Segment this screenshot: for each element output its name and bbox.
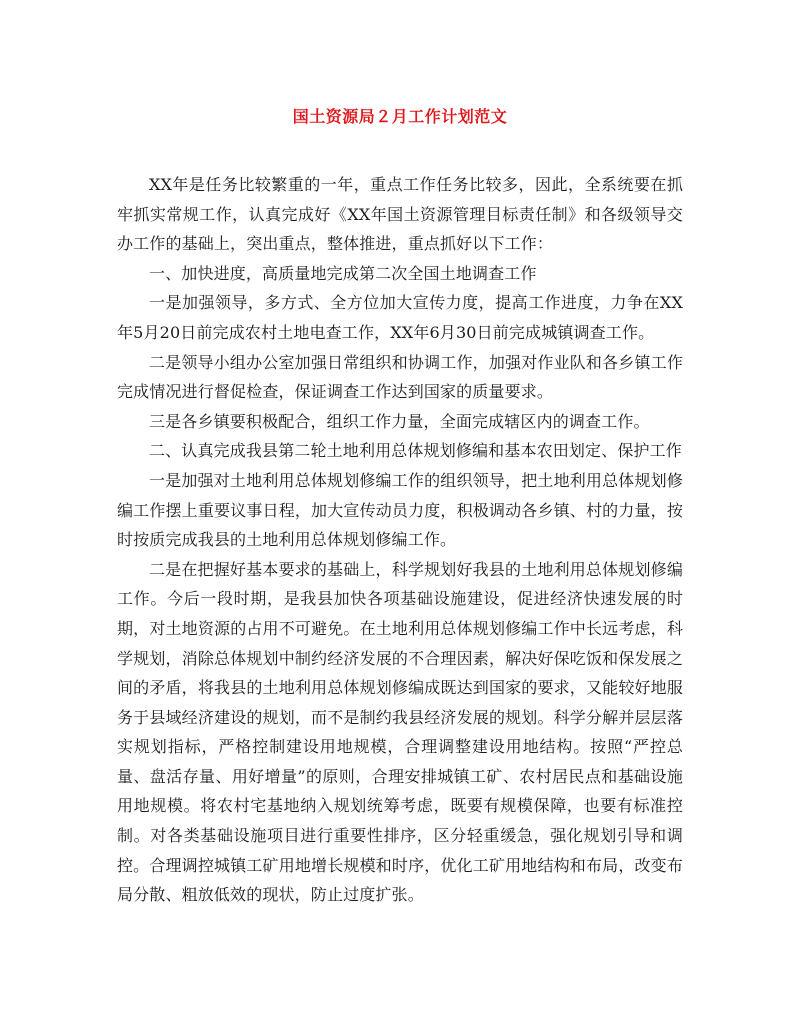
paragraph-1-2: 二是领导小组办公室加强日常组织和协调工作，加强对作业队和各乡镇工作完成情况进行督促检查，保证调查工作达到国家的质量要求。: [117, 352, 683, 402]
paragraph-intro: XX年是任务比较繁重的一年，重点工作任务比较多，因此，全系统要在抓牢抓实常规工作，认真完成好《XX年国土资源管理目标责任制》和各级领导交办工作的基础上，突出重点，整体推进，重点抓好以下工作：: [117, 175, 683, 254]
section-heading-2: 二、认真完成我县第二轮土地利用总体规划修编和基本农田划定、保护工作: [149, 441, 682, 461]
paragraph-2-1: 一是加强对土地利用总体规划修编工作的组织领导，把土地利用总体规划修编工作摆上重要议事日程，加大宣传动员力度，积极调动各乡镇、村的力量，按时按质完成我县的土地利用总体规划修编工作。: [117, 470, 683, 550]
paragraph-1-1: 一是加强领导，多方式、全方位加大宣传力度，提高工作进度，力争在XX年5月20日前完成农村土地电查工作，XX年6月30日前完成城镇调查工作。: [117, 293, 683, 342]
paragraph-1-3: 三是各乡镇要积极配合，组织工作力量，全面完成辖区内的调查工作。: [149, 411, 650, 431]
document-title: 国土资源局２月工作计划范文: [292, 107, 508, 126]
document-body: [117, 170, 683, 910]
paragraph-2-2: 二是在把握好基本要求的基础上，科学规划好我县的土地利用总体规划修编工作。今后一段时期，是我县加快各项基础设施建设，促进经济快速发展的时期，对土地资源的占用不可避免。在土地利用总体规划修编工作中长远考虑，科学规划，消除总体规划中制约经济发展的不合理因素，解决好保吃饭和保发展之间的矛盾，将我县的土地利用总体规划修编成既达到国家的要求，又能较好地服务于县域经济建设的规划，而不是制约我县经济发展的规划。科学分解并层层落实规划指标，严格控制建设用地规模，合理调整建设用地结构。按照“严控总量、盘活存量、用好增量”的原则，合理安排城镇工矿、农村居民点和基础设施用地规模。将农村宅基地纳入规划统筹考虑，既要有规模保障，也要有标准控制。对各类基础设施项目进行重要性排序，区分轻重缓急，强化规划引导和调控。合理调控城镇工矿用地增长规模和时序，优化工矿用地结构和布局，改变布局分散、粗放低效的现状，防止过度扩张。: [117, 559, 683, 905]
section-heading-1: 一、加快进度，高质量地完成第二次全国土地调查工作: [149, 263, 537, 283]
